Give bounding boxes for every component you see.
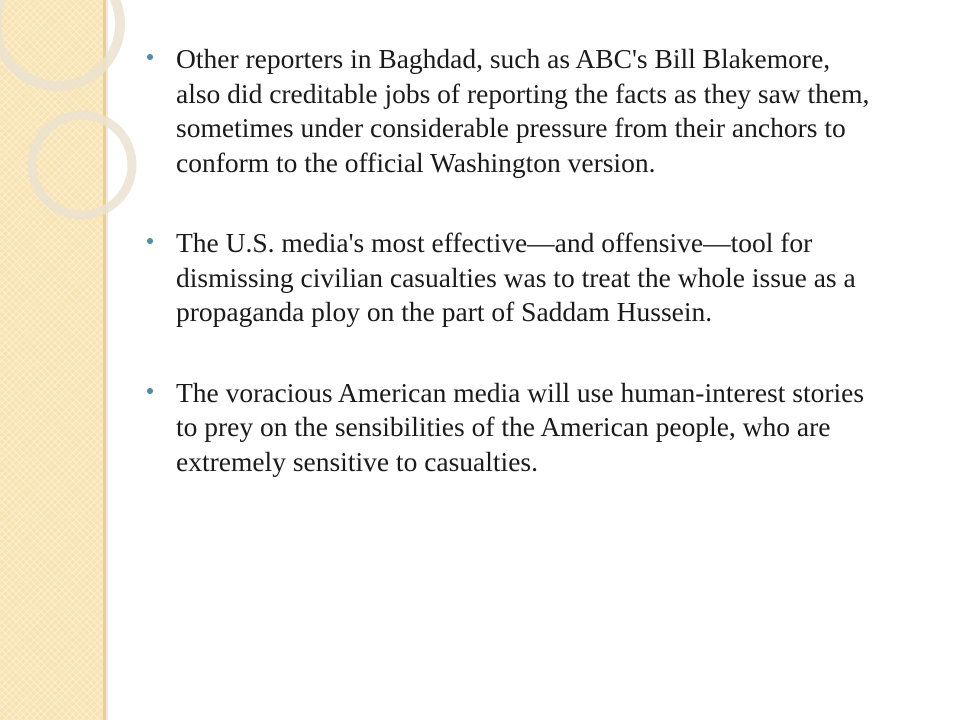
decorative-ring-large [0, 0, 120, 86]
bullet-item-reporters [145, 42, 875, 180]
bullet-marker [147, 54, 153, 60]
decorative-ring-small [32, 115, 132, 215]
bullet-text: The voracious American media will use human-interest stories to prey on the sensibilities of the American people, who are extremely sensitive to casualties. [176, 376, 865, 477]
bullet-text: Other reporters in Baghdad, such as ABC's Bill Blakemore, also did creditable jobs of reporting the facts as they saw them, sometimes under considerable pressure from their anchors to conform to the official Washington version. [176, 43, 870, 178]
bullet-item-human-interest [145, 376, 875, 480]
bullet-item-media-tool [145, 226, 875, 330]
bullet-marker [147, 238, 153, 244]
bullet-list [145, 42, 875, 525]
bullet-marker [147, 388, 153, 394]
bullet-text: The U.S. media's most effective—and offensive—tool for dismissing civilian casualties was to treat the whole issue as a propaganda ploy on the part of Saddam Hussein. [176, 227, 856, 327]
